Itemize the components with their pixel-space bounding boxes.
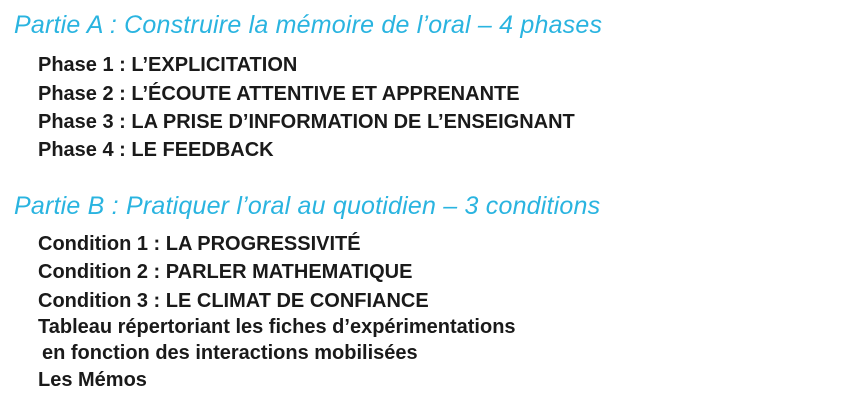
section-partie-a xyxy=(14,10,860,165)
item-caps: L’EXPLICITATION xyxy=(131,54,298,77)
table-reference-line-1: Tableau répertoriant les fiches d’expérimentations xyxy=(38,316,516,339)
item-caps: PARLER MATHEMATIQUE xyxy=(165,261,413,284)
list-item xyxy=(38,80,860,108)
item-caps: L’ÉCOUTE ATTENTIVE ET APPRENANTE xyxy=(131,82,520,105)
item-lead: Phase 4 : xyxy=(38,139,132,162)
memos-label: Les Mémos xyxy=(38,369,147,392)
section-partie-b xyxy=(14,191,860,395)
item-caps: LE FEEDBACK xyxy=(131,139,274,162)
item-lead: Phase 1 : xyxy=(38,54,132,77)
item-lead: Condition 1 : xyxy=(38,233,166,256)
section-title-partie-a: Partie A : Construire la mémoire de l’oral – 4 phases xyxy=(14,11,603,39)
phase-list xyxy=(14,51,860,165)
item-lead: Phase 3 : xyxy=(38,111,132,134)
table-reference-line-2: en fonction des interactions mobilisées xyxy=(42,341,418,364)
list-item xyxy=(38,108,860,136)
list-item xyxy=(38,136,860,164)
item-lead: Phase 2 : xyxy=(38,82,132,105)
item-caps: LA PRISE D’INFORMATION DE L’ENSEIGNANT xyxy=(131,111,575,134)
condition-list xyxy=(14,230,860,395)
item-caps: LE CLIMAT DE CONFIANCE xyxy=(165,289,429,312)
section-title-partie-b: Partie B : Pratiquer l’oral au quotidien – 3 conditions xyxy=(14,191,601,220)
list-item xyxy=(38,51,860,79)
item-caps: LA PROGRESSIVITÉ xyxy=(165,233,361,256)
list-item xyxy=(38,287,860,315)
list-item xyxy=(38,258,860,286)
item-lead: Condition 2 : xyxy=(38,261,166,284)
list-item xyxy=(38,230,860,258)
list-item-table-reference xyxy=(38,315,860,366)
list-item-memos xyxy=(38,366,860,394)
item-lead: Condition 3 : xyxy=(38,289,166,312)
